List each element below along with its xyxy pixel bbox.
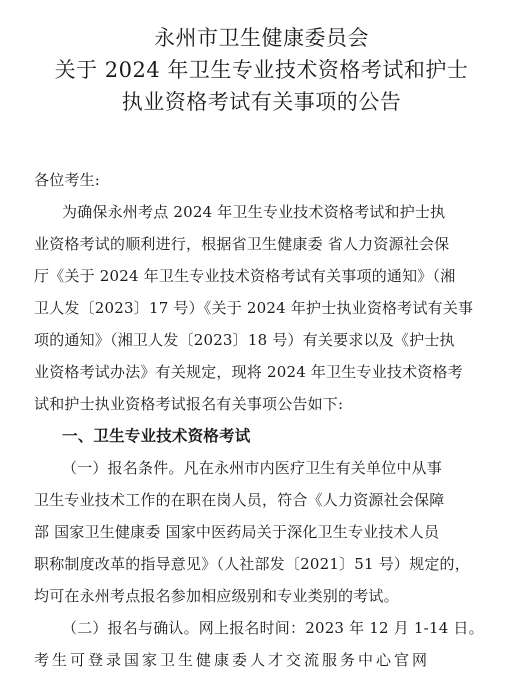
salutation: 各位考生: <box>34 171 101 189</box>
section-paragraph-line: 职称制度改革的指导意见》（人社部发〔2021〕51 号）规定的， <box>34 555 470 573</box>
intro-line: 项的通知》（湘卫人发〔2023〕18 号）有关要求以及《护士执 <box>34 331 455 349</box>
section-paragraph-line: （一）报名条件。凡在永州市内医疗卫生有关单位中从事 <box>62 459 443 477</box>
intro-line: 业资格考试办法》有关规定，现将 2024 年卫生专业技术资格考 <box>34 363 463 381</box>
section-paragraph-line: 部 国家卫生健康委 国家中医药局关于深化卫生专业技术人员 <box>34 523 440 541</box>
intro-line: 厅《关于 2024 年卫生专业技术资格考试有关事项的通知》（湘 <box>34 267 456 285</box>
intro-line: 卫人发〔2023〕17 号）《关于 2024 年护士执业资格考试有关事 <box>34 299 474 317</box>
announcement-title <box>0 22 523 118</box>
section-paragraph-line: 均可在永州考点报名参加相应级别和专业类别的考试。 <box>34 587 399 605</box>
section-heading: 一、卫生专业技术资格考试 <box>62 427 251 445</box>
section-paragraph-line: （二）报名与确认。网上报名时间：2023 年 12 月 1-14 日。 <box>62 619 484 637</box>
title-issuer: 永州市卫生健康委员会 <box>154 26 369 50</box>
intro-line: 业资格考试的顺利进行，根据省卫生健康委 省人力资源社会保 <box>34 235 450 253</box>
section-paragraph-line: 考生可登录国家卫生健康委人才交流服务中心官网 <box>34 651 431 669</box>
title-subject-line-2: 执业资格考试有关事项的公告 <box>121 90 402 114</box>
section-paragraph-line: 卫生专业技术工作的在职在岗人员，符合《人力资源社会保障 <box>34 491 445 509</box>
title-subject-line-1: 关于 2024 年卫生专业技术资格考试和护士 <box>54 58 469 82</box>
intro-line: 为确保永州考点 2024 年卫生专业技术资格考试和护士执 <box>62 203 446 221</box>
intro-line: 试和护士执业资格考试报名有关事项公告如下: <box>34 395 344 413</box>
